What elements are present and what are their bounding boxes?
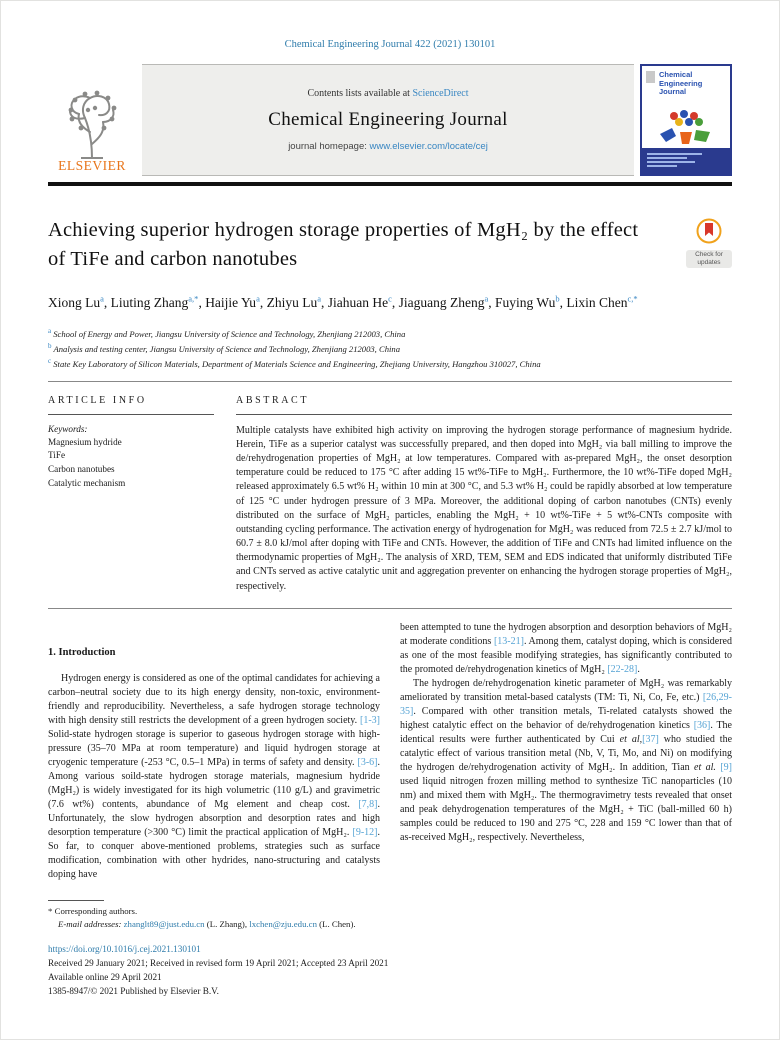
citation-ref[interactable]: [26,29-35] — [400, 691, 732, 717]
elsevier-wordmark: ELSEVIER — [58, 158, 126, 173]
available-online: Available online 29 April 2021 — [48, 971, 162, 982]
text-segment: . Among various soild-state hydrogen storage materials, magnesium hydride (MgH₂) is widely investigated for its high volumetric (110 g/L) and gravimetric (7.6 wt%) contents, abundance of Mg element and cheap cost. — [48, 756, 380, 810]
text-segment: who studied the catalytic effect of various transition metal (Nb, V, Ti, Mo, and Ni) on modifying the hydrogen de/rehydrogenation activity of MgH₂. In addition, Tian — [400, 733, 733, 773]
doi-link[interactable]: https://doi.org/10.1016/j.cej.2021.130101 — [48, 944, 201, 955]
text-segment: (L. Zhang), — [204, 919, 250, 930]
elsevier-logo[interactable] — [48, 64, 136, 176]
email-addresses — [48, 918, 408, 931]
keyword: Carbon nanotubes — [48, 464, 115, 475]
keyword: Magnesium hydride — [48, 436, 122, 447]
homepage-prefix: journal homepage: — [288, 141, 370, 152]
author: Xiong Lu$^a$, — [48, 293, 111, 311]
keyword: Catalytic mechanism — [48, 478, 126, 488]
journal-cover-thumbnail[interactable] — [640, 64, 732, 176]
abstract-column — [236, 385, 732, 594]
text-segment: et al. — [694, 761, 716, 773]
masthead-divider — [48, 182, 732, 186]
article-info-heading: ARTICLE INFO — [48, 394, 147, 406]
check-updates-label: Check for updates — [686, 250, 732, 268]
intro-paragraph — [400, 621, 732, 677]
text-segment: . Among them, catalyst doping, which is considered as one of the most feasible modifying strategies, has significantly contributed to the promoted de/rehydrogenation kinetics of MgH₂ — [400, 635, 732, 675]
text-segment: The hydrogen de/rehydrogenation kinetic parameter of MgH₂ was remarkably ameliorated by transition metal-based catalysts (TM: Ti, Ni, Co, Fe, etc.) — [400, 677, 732, 703]
author: Haijie Yu$^a$, — [205, 293, 267, 311]
citation-ref[interactable]: [36] — [693, 719, 711, 731]
affiliation-list — [48, 326, 732, 370]
text-segment: . So far, to conquer above-mentioned problems, strategies such as surface modification, combination with other hydrides, nano-structuring and catalysts doping have — [48, 826, 380, 880]
citation-ref[interactable]: [9-12] — [352, 826, 378, 838]
affiliation: $^c$ State Key Laboratory of Silicon Materials, Department of Materials Science and Engineering, Zhejiang University, Hangzhou 310027, China — [48, 356, 541, 369]
author: Liuting Zhang$^{a,*}$, — [110, 293, 206, 311]
text-segment: E-mail addresses: — [58, 919, 124, 930]
author: Jiahuan He$^c$, — [327, 293, 399, 311]
article-info-column — [48, 385, 236, 594]
footnote-rule — [48, 900, 104, 901]
corresponding-authors-note: * Corresponding authors. — [48, 905, 138, 916]
cover-bottom-band — [642, 148, 730, 174]
heading-rule — [236, 414, 732, 415]
sciencedirect-link[interactable]: ScienceDirect — [412, 88, 469, 99]
intro-paragraph — [48, 672, 380, 882]
received-dates: Received 29 January 2021; Received in revised form 19 April 2021; Accepted 23 April 2021 — [48, 958, 389, 969]
citation-ref[interactable]: [3-6] — [357, 756, 378, 768]
issn-copyright: 1385-8947/© 2021 Published by Elsevier B.V. — [48, 985, 219, 996]
citation-ref[interactable]: [1-3] — [360, 714, 380, 726]
inline-link[interactable]: lxchen@zju.edu.cn — [249, 919, 317, 930]
masthead — [48, 64, 732, 176]
author: Fuying Wu$^b$, — [495, 293, 567, 311]
citation-ref[interactable]: [37] — [642, 733, 659, 745]
keyword: TiFe — [48, 450, 66, 461]
elsevier-tree-icon — [59, 88, 125, 160]
citation-ref[interactable]: [13-21] — [493, 635, 524, 647]
author: Jiaguang Zheng$^a$, — [398, 293, 496, 311]
right-column — [400, 621, 732, 882]
left-column — [48, 621, 380, 882]
cover-volume-block — [646, 71, 655, 83]
heading-rule — [48, 414, 214, 415]
affiliation: $^b$ Analysis and testing center, Jiangsu University of Science and Technology, Zhenjiang 212003, China — [48, 342, 400, 354]
author-list — [48, 293, 688, 314]
abstract-text: Multiple catalysts have exhibited high activity on improving the hydrogen storage performance of magnesium hydride. Herein, TiFe as a superior catalyst was successfully prepared, and then doped into MgH₂ via ball milling to improve the de/rehydrogenation properties of MgH₂ at low temperatures. Compared with as-prepared MgH₂, the onset desorption temperature could be reduced to 175 °C after adding 15 wt%-TiFe to MgH₂. Furthermore, the 10 wt%-TiFe doped MgH₂ released approximately 6.5 wt% H₂ within 10 min at 300 °C, and 5.3 wt% H₂ could be rapidly absorbed at low temperature of 125 °C under hydrogen pressure of 3 MPa. Moreover, the additional doping of carbon nanotubes (CNTs) evenly distributed on the surface of MgH₂ particles, enabling the MgH₂ + 10 wt%-TiFe + 5 wt%-CNTs composite with outstanding cycling performance. The activation energy of hydrogenation for MgH₂ was reduced from 72.5 ± 2.7 kJ/mol to 60.7 ± 8.0 kJ/mol after doping with TiFe and CNTs. However, the addition of TiFe and CNTs had limited influence on the thermodynamic properties of MgH₂. The analysis of XRD, TEM, SEM and EDS indicated that uniformly distributed TiFe and CNTs served as active catalytic unit and aggregation preventer on enhancing the hydrogen storage properties of MgH₂, respectively. — [236, 424, 732, 592]
contents-prefix: Contents lists available at — [307, 88, 413, 99]
cover-artwork — [656, 108, 718, 153]
text-segment: et al, — [619, 733, 643, 745]
footnote — [48, 900, 408, 931]
homepage-line — [288, 141, 488, 152]
abstract-bottom-divider — [48, 608, 732, 609]
masthead-center — [142, 64, 634, 176]
citation-ref[interactable]: [22-28] — [607, 663, 638, 675]
text-segment: . — [637, 663, 640, 675]
text-segment: . Compared with other transition metals, Ti-related catalysts showed the highest catalytic effect on the behavior of de/rehydrogenation kinetics — [400, 705, 732, 731]
citation-ref[interactable]: [7,8] — [358, 798, 378, 810]
article-title: Achieving superior hydrogen storage properties of MgH₂ by the effect of TiFe and carbon nanotubes — [48, 218, 639, 271]
author: Lixin Chen$^{c,*}$ — [566, 293, 638, 311]
author: Zhiyu Lu$^a$, — [266, 293, 328, 311]
introduction-section — [48, 621, 732, 882]
keywords-label: Keywords: — [48, 423, 88, 434]
section-divider — [48, 381, 732, 382]
text-segment: Hydrogen energy is considered as one of the optimal candidates for achieving a carbon–neutral society due to its high energy density, non-toxic, environment-friendly and reproducibility. Nevertheless, a safe hydrogen storage technology with high density still restricts the development of a green hydrogen society. — [48, 672, 380, 726]
text-segment: (L. Chen). — [316, 919, 356, 930]
journal-citation: Chemical Engineering Journal 422 (2021) 130101 — [284, 39, 496, 50]
text-segment: . Unfortunately, the slow hydrogen absorption and desorption rates and high desorption temperature (>300 °C) limit the practical application of MgH₂. — [48, 798, 380, 838]
masthead-journal-title: Chemical Engineering Journal — [268, 109, 508, 130]
check-updates-badge[interactable] — [686, 218, 732, 266]
text-segment: Solid-state hydrogen storage is superior to gaseous hydrogen storage with high-pressure (35–70 MPa at room temperature) and liquid hydrogen storage at cryogenic temperature (-253 °C, 0.5–1 MPa) in terms of safety and density. — [48, 728, 380, 768]
inline-link[interactable]: zhanglt89@just.edu.cn — [123, 919, 205, 930]
abstract-heading: ABSTRACT — [236, 394, 310, 406]
homepage-link[interactable]: www.elsevier.com/locate/cej — [369, 141, 488, 152]
intro-paragraph — [400, 677, 732, 845]
citation-ref[interactable]: [9] — [720, 761, 732, 773]
article-footer — [48, 943, 732, 998]
contents-line — [307, 88, 468, 99]
text-segment: been attempted to tune the hydrogen absorption and desorption behaviors of MgH₂ at moderate conditions — [400, 621, 732, 647]
text-segment: used liquid nitrogen frozen milling method to synthesize TiC nanoparticles (10 nm) and mixed them with MgH₂. The thermogravimetry tests revealed that onset and peak dehydrogenation temperatures of the MgH₂ + TiC (ball-milled 60 h) samples could be reduced to 190 and 275 °C, 228 and 159 °C lower than that of as-received MgH₂, respectively. Nevertheless, — [400, 775, 732, 843]
section-heading-introduction: 1. Introduction — [48, 646, 116, 658]
affiliation: $^a$ School of Energy and Power, Jiangsu University of Science and Technology, Zhenjiang 212003, China — [48, 327, 406, 340]
cover-title: Chemical Engineering Journal — [659, 70, 703, 97]
check-updates-icon — [696, 231, 722, 248]
text-segment: . The identical results were further authenticated by Cui — [400, 719, 732, 745]
